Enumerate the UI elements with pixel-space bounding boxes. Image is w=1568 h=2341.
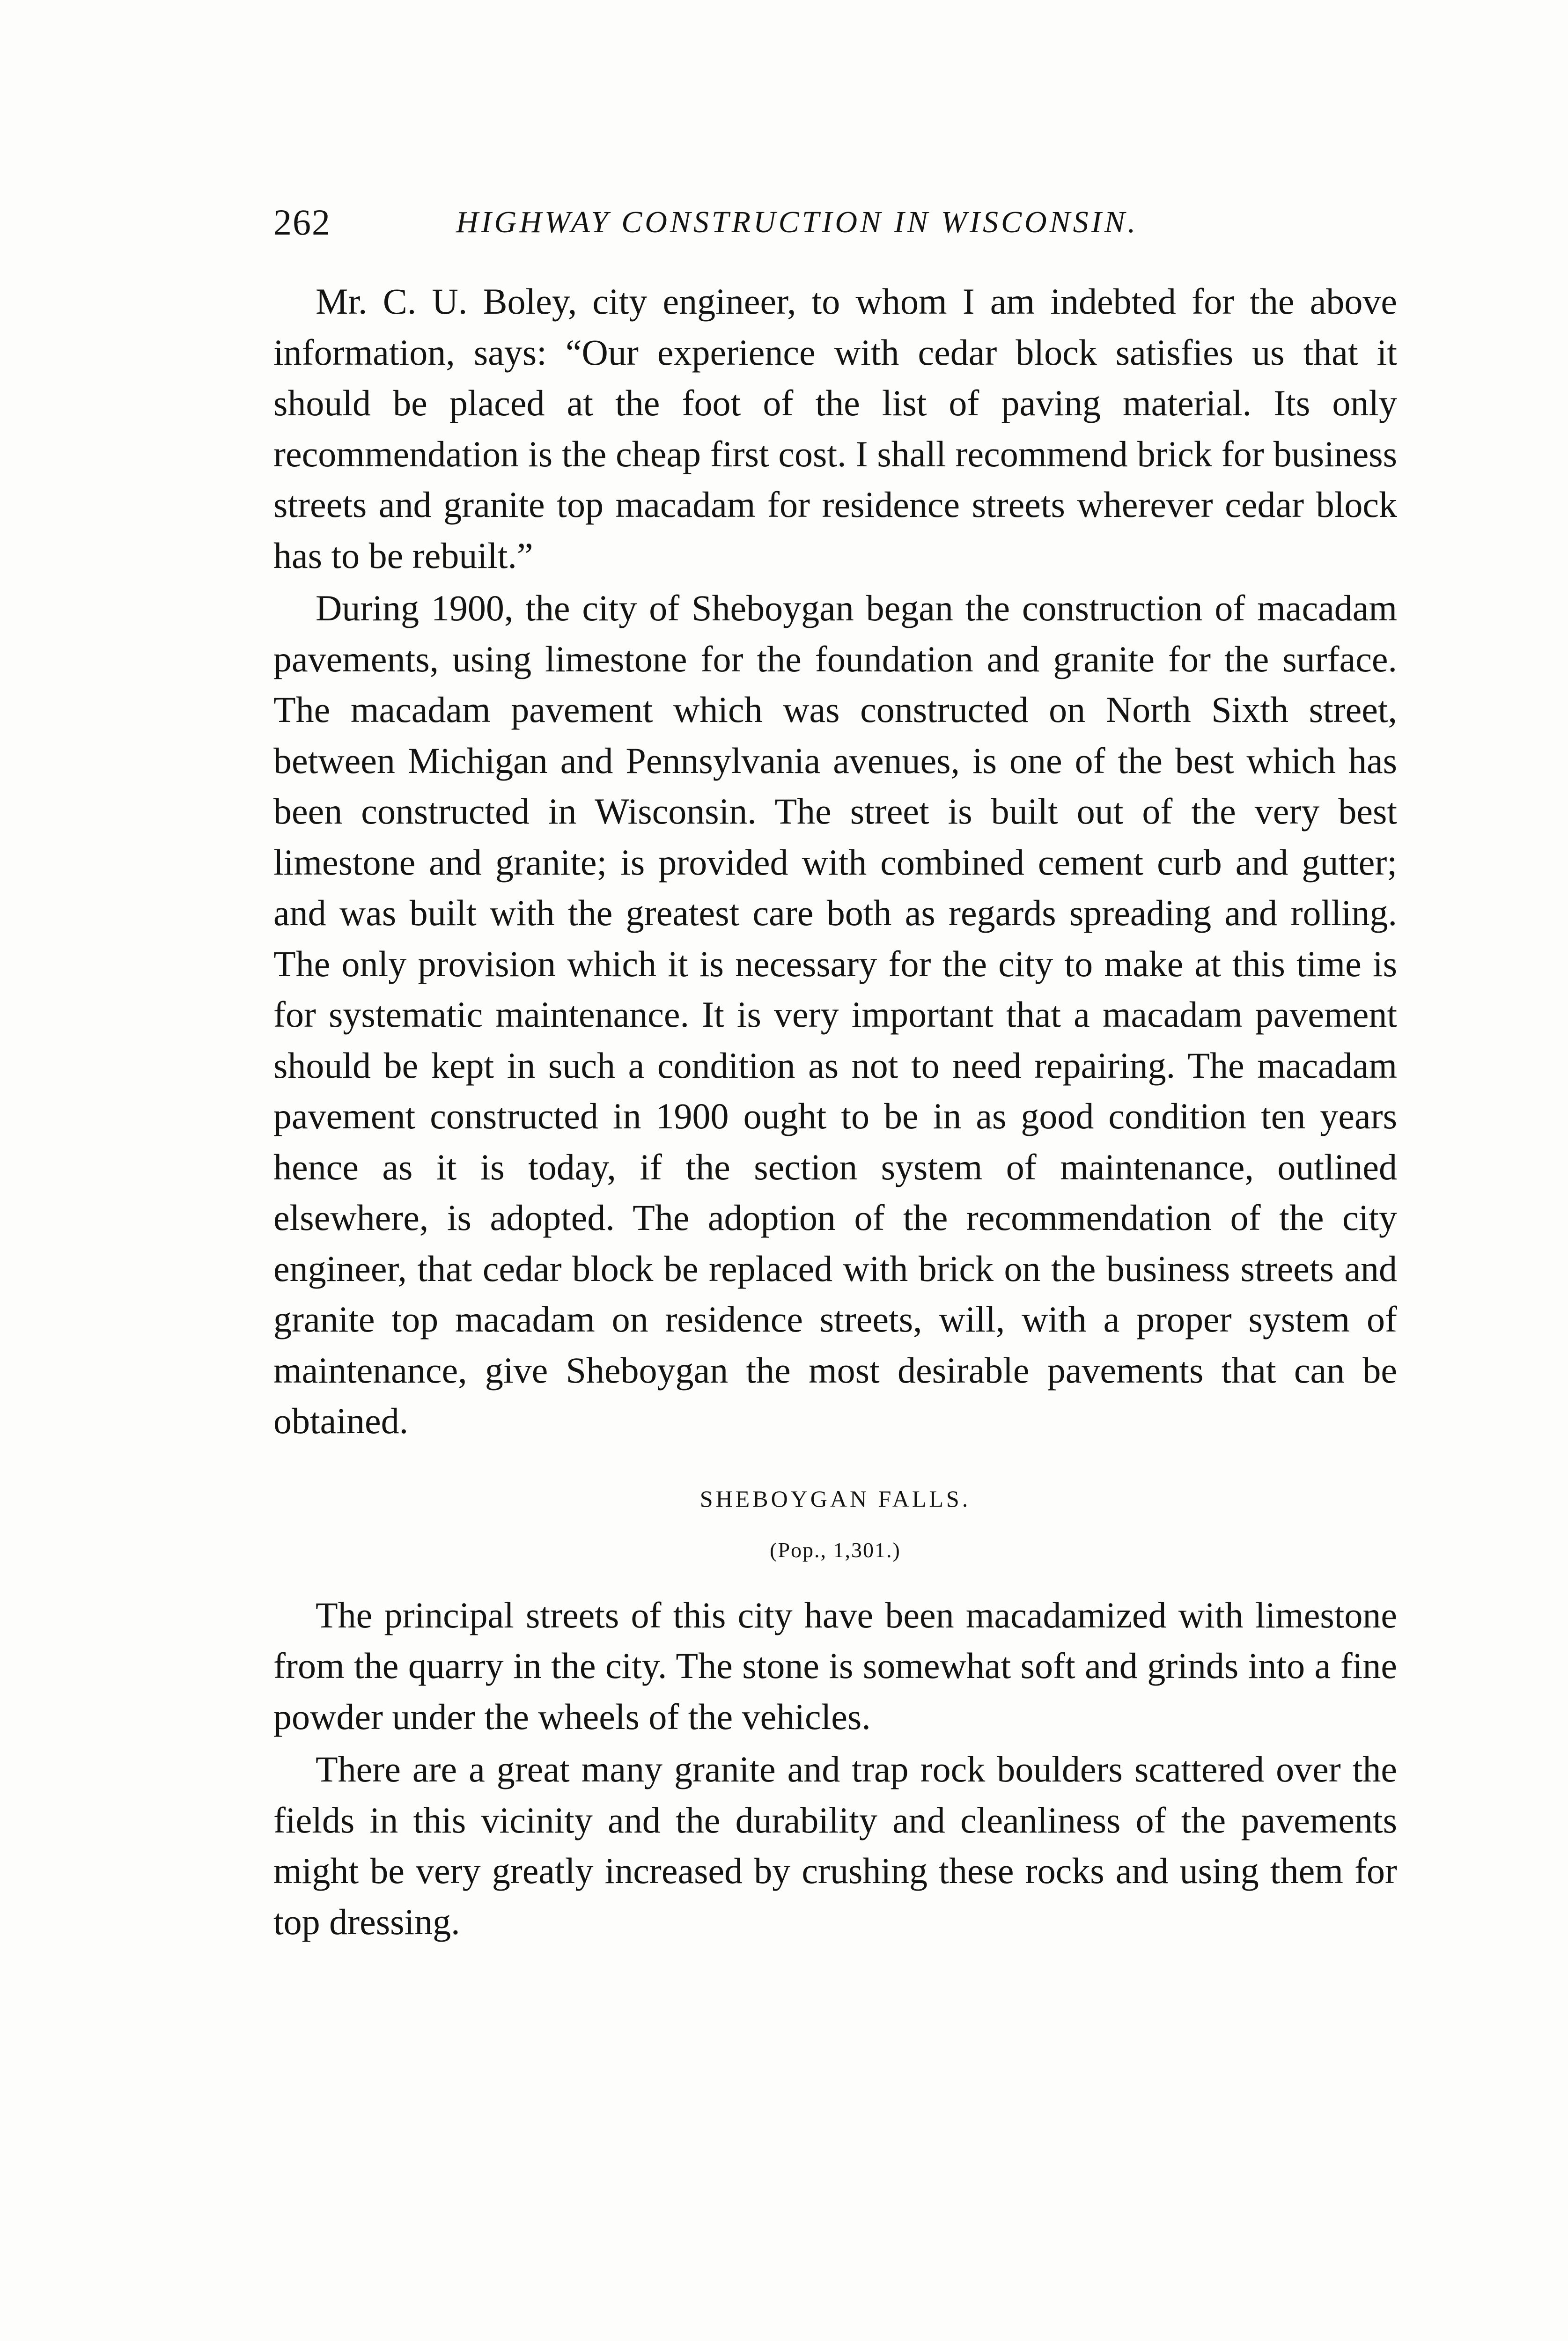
running-head: HIGHWAY CONSTRUCTION IN WISCONSIN. [456, 205, 1139, 239]
body-text [273, 276, 1397, 1947]
page-header [273, 197, 1397, 248]
paragraph-principal-streets: The principal streets of this city have been macadamized with limestone from the quarry in the city. The stone is somewhat soft and grinds into a fine powder under the wheels of the vehicles. [273, 1594, 1397, 1737]
paragraph-sheboygan-macadam: During 1900, the city of Sheboygan began the construction of macadam pavements, using limestone for the foundation and granite for the surface. The macadam pavement which was constructed on North Sixth street, between Michigan and Pennsylvania avenues, is one of the best which has been constructed in Wisconsin. The street is built out of the very best limestone and granite; is provided with combined cement curb and gutter; and was built with the greatest care both as regards spreading and rolling. The only provision which it is necessary for the city to make at this time is for systematic maintenance. It is very important that a macadam pavement should be kept in such a condition as not to need repairing. The macadam pavement constructed in 1900 ought to be in as good condition ten years hence as it is today, if the section system of maintenance, outlined elsewhere, is adopted. The adoption of the recommendation of the city engineer, that cedar block be replaced with brick on the business streets and granite top macadam on residence streets, will, with a proper system of maintenance, give Sheboygan the most desirable pavements that can be obtained. [273, 588, 1397, 1441]
page-number: 262 [273, 202, 331, 243]
section-population: (Pop., 1,301.) [770, 1538, 901, 1562]
paragraph-boley-quote: Mr. C. U. Boley, city engineer, to whom I am indebted for the above information, says: “Our experience with cedar block satisfies us that it should be placed at the foot of the list of paving material. Its only recommendation is the cheap first cost. I shall recommend brick for business streets and granite top macadam for residence streets wherever cedar block has to be rebuilt.” [273, 281, 1397, 576]
paragraph-boulders: There are a great many granite and trap rock boulders scattered over the fields in this vicinity and the durability and cleanliness of the pavements might be very greatly increased by crushing these rocks and using them for top dressing. [273, 1749, 1397, 1942]
section-title: SHEBOYGAN FALLS. [699, 1485, 971, 1512]
